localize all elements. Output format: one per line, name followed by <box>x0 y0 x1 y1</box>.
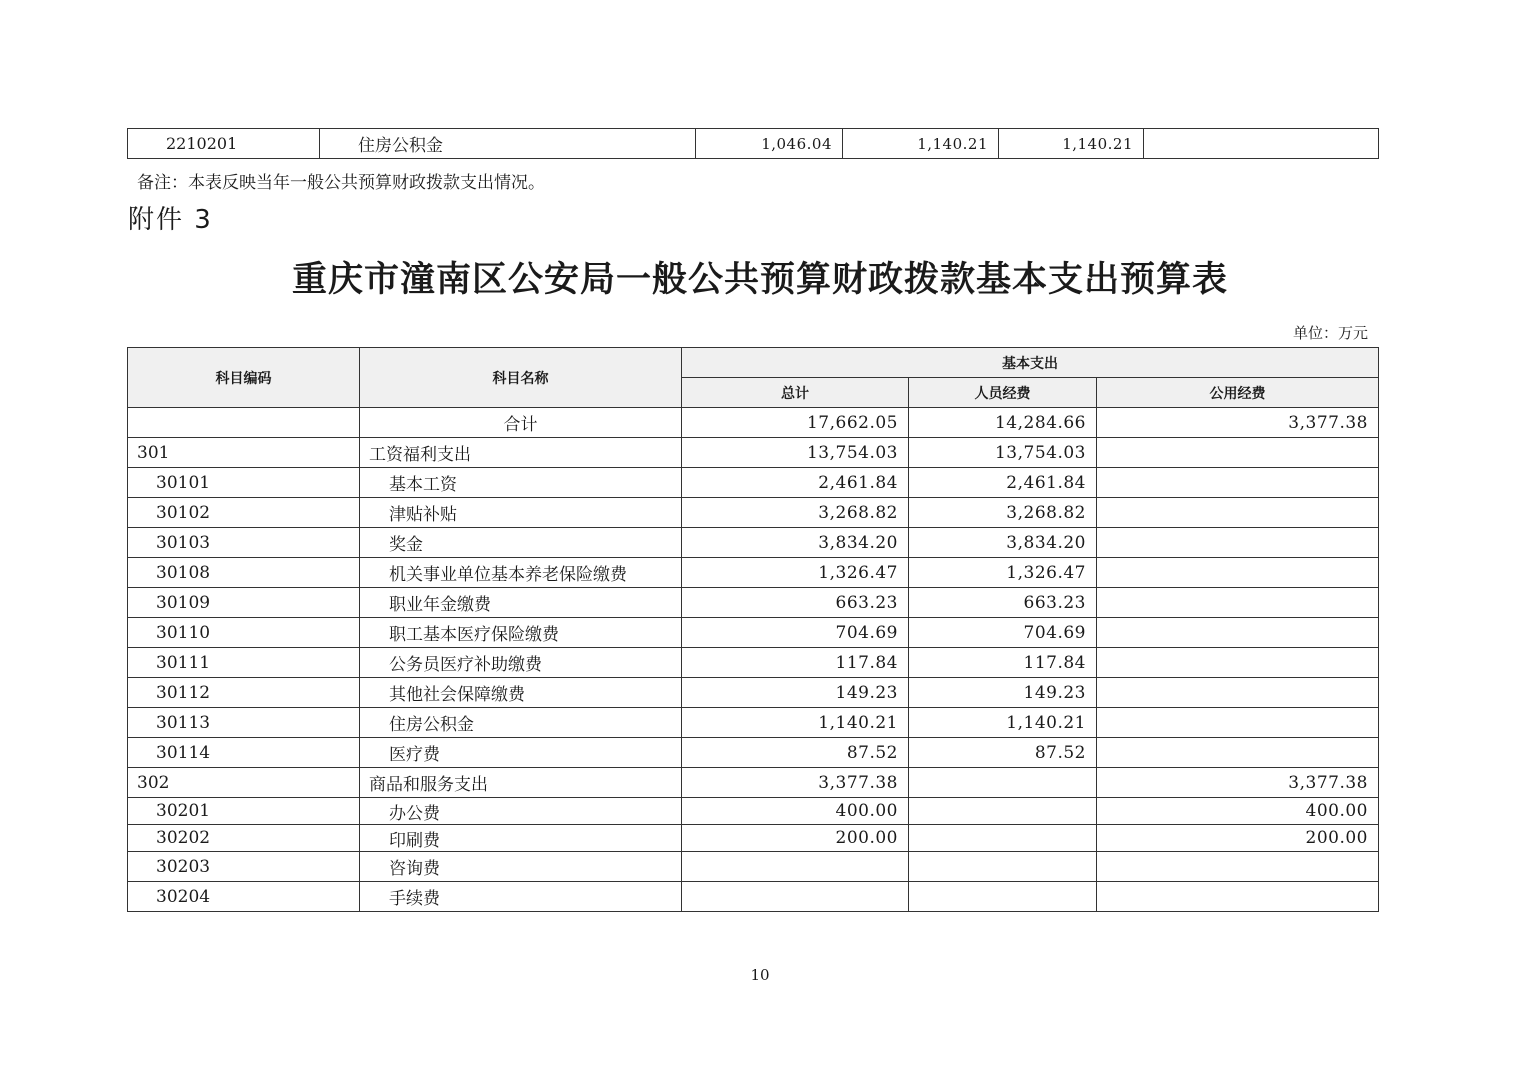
row-name-cell: 基本工资 <box>360 468 682 498</box>
row-total-cell: 3,834.20 <box>682 528 909 558</box>
table-row <box>128 498 1379 528</box>
row-personnel-cell: 149.23 <box>909 678 1097 708</box>
row-code-cell: 302 <box>128 768 360 798</box>
table-row <box>128 882 1379 912</box>
row-personnel-cell: 663.23 <box>909 588 1097 618</box>
row-code-cell: 30102 <box>128 498 360 528</box>
attachment-label: 附件 3 <box>128 205 213 235</box>
header-total: 总计 <box>682 378 909 408</box>
row-total-cell: 149.23 <box>682 678 909 708</box>
row-name-cell: 手续费 <box>360 882 682 912</box>
table-row <box>128 618 1379 648</box>
row-name-cell: 工资福利支出 <box>360 438 682 468</box>
row-total-cell: 17,662.05 <box>682 408 909 438</box>
row-personnel-cell <box>909 798 1097 825</box>
table-row <box>128 528 1379 558</box>
row-personnel-cell: 14,284.66 <box>909 408 1097 438</box>
row-name-cell: 合计 <box>360 408 682 438</box>
table-row <box>128 798 1379 825</box>
row-code-cell: 30110 <box>128 618 360 648</box>
row-public-cell: 3,377.38 <box>1097 768 1379 798</box>
row-personnel-cell: 87.52 <box>909 738 1097 768</box>
row-name-cell: 公务员医疗补助缴费 <box>360 648 682 678</box>
row-total-cell: 3,377.38 <box>682 768 909 798</box>
row-code-cell: 30103 <box>128 528 360 558</box>
row-personnel-cell <box>909 852 1097 882</box>
row-name-cell: 咨询费 <box>360 852 682 882</box>
previous-table-fragment <box>127 128 1379 159</box>
row-code-cell: 30108 <box>128 558 360 588</box>
row-personnel-cell: 1,326.47 <box>909 558 1097 588</box>
table-row <box>128 408 1379 438</box>
row-total-cell: 3,268.82 <box>682 498 909 528</box>
row-public-cell: 200.00 <box>1097 825 1379 852</box>
row-public-cell <box>1097 618 1379 648</box>
table-row <box>128 438 1379 468</box>
row-code-cell: 30203 <box>128 852 360 882</box>
row-name-cell: 职工基本医疗保险缴费 <box>360 618 682 648</box>
prev-value-cell <box>1144 129 1379 159</box>
prev-value-cell: 1,046.04 <box>696 129 843 159</box>
document-title: 重庆市潼南区公安局一般公共预算财政拨款基本支出预算表 <box>291 260 1228 300</box>
row-code-cell: 30201 <box>128 798 360 825</box>
row-code-cell: 30109 <box>128 588 360 618</box>
header-row <box>128 348 1379 378</box>
header-code: 科目编码 <box>128 348 360 408</box>
row-total-cell: 2,461.84 <box>682 468 909 498</box>
row-code-cell: 30111 <box>128 648 360 678</box>
table-row <box>128 468 1379 498</box>
row-code-cell: 30204 <box>128 882 360 912</box>
row-public-cell <box>1097 678 1379 708</box>
row-public-cell <box>1097 438 1379 468</box>
row-personnel-cell: 704.69 <box>909 618 1097 648</box>
header-name: 科目名称 <box>360 348 682 408</box>
row-total-cell: 1,326.47 <box>682 558 909 588</box>
row-total-cell: 400.00 <box>682 798 909 825</box>
row-personnel-cell: 3,268.82 <box>909 498 1097 528</box>
prev-value-cell: 1,140.21 <box>999 129 1144 159</box>
row-total-cell: 87.52 <box>682 738 909 768</box>
row-public-cell <box>1097 528 1379 558</box>
table-row <box>128 129 1379 159</box>
row-name-cell: 职业年金缴费 <box>360 588 682 618</box>
row-personnel-cell: 13,754.03 <box>909 438 1097 468</box>
header-personnel: 人员经费 <box>909 378 1097 408</box>
table-row <box>128 678 1379 708</box>
row-name-cell: 印刷费 <box>360 825 682 852</box>
row-total-cell <box>682 852 909 882</box>
table-row <box>128 738 1379 768</box>
row-total-cell <box>682 882 909 912</box>
row-total-cell: 13,754.03 <box>682 438 909 468</box>
row-total-cell: 704.69 <box>682 618 909 648</box>
row-public-cell <box>1097 468 1379 498</box>
row-personnel-cell: 2,461.84 <box>909 468 1097 498</box>
prev-code-cell: 2210201 <box>128 129 320 159</box>
table-row <box>128 825 1379 852</box>
unit-label: 单位：万元 <box>1292 324 1368 342</box>
header-basic-expenditure: 基本支出 <box>682 348 1379 378</box>
row-personnel-cell <box>909 882 1097 912</box>
row-code-cell: 30112 <box>128 678 360 708</box>
row-personnel-cell <box>909 768 1097 798</box>
row-name-cell: 商品和服务支出 <box>360 768 682 798</box>
row-public-cell <box>1097 882 1379 912</box>
row-total-cell: 117.84 <box>682 648 909 678</box>
page-number: 10 <box>750 966 770 984</box>
budget-table <box>127 347 1379 912</box>
table-row <box>128 768 1379 798</box>
prev-value-cell: 1,140.21 <box>843 129 999 159</box>
row-name-cell: 其他社会保障缴费 <box>360 678 682 708</box>
row-personnel-cell <box>909 825 1097 852</box>
row-public-cell <box>1097 738 1379 768</box>
row-total-cell: 200.00 <box>682 825 909 852</box>
row-name-cell: 住房公积金 <box>360 708 682 738</box>
table-row <box>128 588 1379 618</box>
row-code-cell: 30202 <box>128 825 360 852</box>
table-row <box>128 558 1379 588</box>
row-name-cell: 医疗费 <box>360 738 682 768</box>
table-row <box>128 708 1379 738</box>
row-public-cell: 400.00 <box>1097 798 1379 825</box>
table-remark: 备注：本表反映当年一般公共预算财政拨款支出情况。 <box>137 173 545 193</box>
row-personnel-cell: 1,140.21 <box>909 708 1097 738</box>
row-name-cell: 奖金 <box>360 528 682 558</box>
row-personnel-cell: 117.84 <box>909 648 1097 678</box>
row-public-cell <box>1097 708 1379 738</box>
row-total-cell: 663.23 <box>682 588 909 618</box>
row-code-cell: 30113 <box>128 708 360 738</box>
row-name-cell: 办公费 <box>360 798 682 825</box>
row-public-cell <box>1097 588 1379 618</box>
prev-name-cell: 住房公积金 <box>320 129 696 159</box>
row-public-cell <box>1097 498 1379 528</box>
row-code-cell <box>128 408 360 438</box>
table-body <box>128 408 1379 912</box>
row-personnel-cell: 3,834.20 <box>909 528 1097 558</box>
table-row <box>128 852 1379 882</box>
row-code-cell: 30101 <box>128 468 360 498</box>
row-code-cell: 301 <box>128 438 360 468</box>
row-public-cell <box>1097 558 1379 588</box>
row-name-cell: 机关事业单位基本养老保险缴费 <box>360 558 682 588</box>
row-code-cell: 30114 <box>128 738 360 768</box>
row-name-cell: 津贴补贴 <box>360 498 682 528</box>
row-public-cell <box>1097 648 1379 678</box>
header-public: 公用经费 <box>1097 378 1379 408</box>
row-public-cell: 3,377.38 <box>1097 408 1379 438</box>
row-public-cell <box>1097 852 1379 882</box>
table-row <box>128 648 1379 678</box>
row-total-cell: 1,140.21 <box>682 708 909 738</box>
